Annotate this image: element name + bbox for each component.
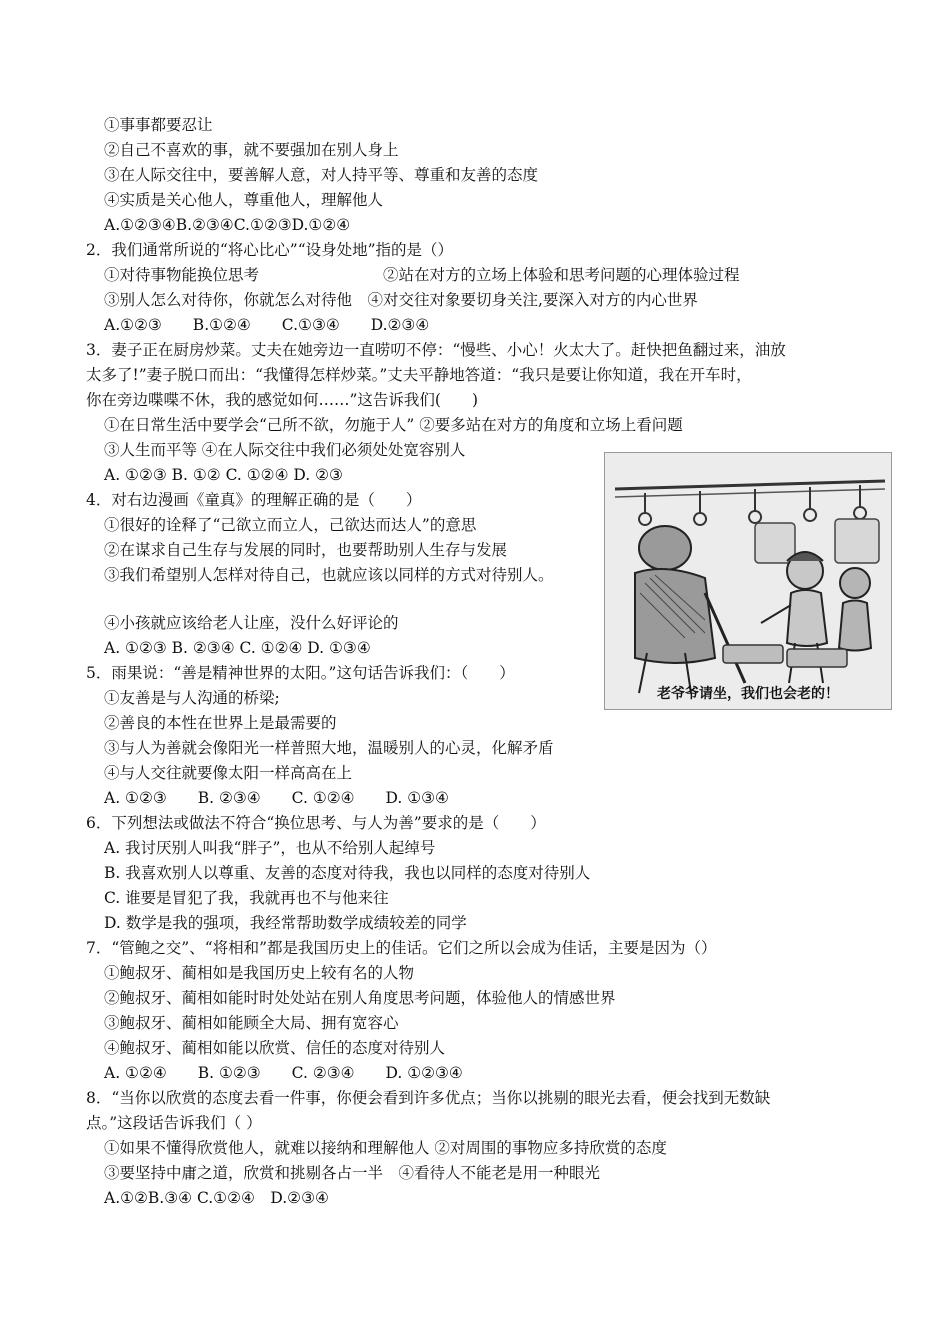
text-line: A.①②③④B.②③④C.①②③D.①②④	[104, 216, 351, 234]
question-stem: 3．妻子正在厨房炒菜。丈夫在她旁边一直唠叨不停：“慢些、小心！火太大了。赶快把鱼翻过来，油放	[86, 341, 786, 359]
text-line: ③鲍叔牙、蔺相如能顾全大局、拥有宽容心	[104, 1014, 399, 1032]
text-line: ③人生而平等 ④在人际交往中我们必须处处宽容别人	[104, 441, 466, 459]
text-line: ③要坚持中庸之道，欣赏和挑剔各占一半 ④看待人不能老是用一种眼光	[104, 1164, 601, 1182]
text-line: ①友善是与人沟通的桥梁;	[104, 689, 280, 707]
question-stem: 8．“当你以欣赏的态度去看一件事，你便会看到许多优点；当你以挑剔的眼光去看，便会找到无数缺	[86, 1089, 771, 1107]
question-stem: 2．我们通常所说的“将心比心”“设身处地”指的是（）	[86, 241, 454, 259]
text-line: A.①②③ B.①②④ C.①③④ D.②③④	[104, 316, 430, 334]
text-line: ③在人际交往中，要善解人意，对人持平等、尊重和友善的态度	[104, 166, 539, 184]
text-line: ①很好的诠释了“己欲立而立人，己欲达而达人”的意思	[104, 516, 477, 534]
text-line: ①如果不懂得欣赏他人，就难以接纳和理解他人 ②对周围的事物应多持欣赏的态度	[104, 1139, 667, 1157]
text-line: A. ①②③ B. ②③④ C. ①②④ D. ①③④	[104, 789, 449, 807]
question-stem: 7．“管鲍之交”、“将相和”都是我国历史上的佳话。它们之所以会成为佳话，主要是因为（）	[86, 939, 717, 957]
text-line: ①在日常生活中要学会“己所不欲，勿施于人” ②要多站在对方的角度和立场上看问题	[104, 416, 683, 434]
text-line: ①对待事物能换位思考 ②站在对方的立场上体验和思考问题的心理体验过程	[104, 266, 740, 284]
text-line: ③我们希望别人怎样对待自己，也就应该以同样的方式对待别人。	[104, 566, 554, 584]
text-line: A. ①②④ B. ①②③ C. ②③④ D. ①②③④	[104, 1064, 463, 1082]
text-line: D. 数学是我的强项，我经常帮助数学成绩较差的同学	[104, 914, 467, 932]
comic-illustration	[605, 453, 891, 709]
question-stem: 5．雨果说：“善是精神世界的太阳。”这句话告诉我们：（ ）	[86, 664, 515, 682]
text-line: 点。”这段话告诉我们（ ）	[86, 1114, 262, 1132]
text-line: A. ①②③ B. ②③④ C. ①②④ D. ①③④	[104, 639, 371, 657]
text-line: ②善良的本性在世界上是最需要的	[104, 714, 337, 732]
text-line: C. 谁要是冒犯了我，我就再也不与他来往	[104, 889, 389, 907]
text-line: ③别人怎么对待你，你就怎么对待他 ④对交往对象要切身关注,要深入对方的内心世界	[104, 291, 698, 309]
text-line: ①事事都要忍让	[104, 116, 213, 134]
question-stem: 4．对右边漫画《童真》的理解正确的是（ ）	[86, 491, 422, 509]
text-line: A. 我讨厌别人叫我“胖子”，也从不给别人起绰号	[104, 839, 436, 857]
question-stem: 6．下列想法或做法不符合“换位思考、与人为善”要求的是（ ）	[86, 814, 546, 832]
text-line: ②鲍叔牙、蔺相如能时时处处站在别人角度思考问题，体验他人的情感世界	[104, 989, 616, 1007]
text-line: A. ①②③ B. ①② C. ①②④ D. ②③	[104, 466, 343, 484]
text-line: ④与人交往就要像太阳一样高高在上	[104, 764, 353, 782]
text-line: ②在谋求自己生存与发展的同时，也要帮助别人生存与发展	[104, 541, 508, 559]
text-line: ③与人为善就会像阳光一样普照大地，温暖别人的心灵，化解矛盾	[104, 739, 554, 757]
text-line: A.①②B.③④ C.①②④ D.②③④	[104, 1189, 329, 1207]
text-line: ④实质是关心他人，尊重他人，理解他人	[104, 191, 384, 209]
comic-image	[604, 452, 892, 710]
text-line: ②自己不喜欢的事，就不要强加在别人身上	[104, 141, 399, 159]
text-line: ④鲍叔牙、蔺相如能以欣赏、信任的态度对待别人	[104, 1039, 446, 1057]
text-line: ④小孩就应该给老人让座，没什么好评论的	[104, 614, 399, 632]
text-line: ①鲍叔牙、蔺相如是我国历史上较有名的人物	[104, 964, 415, 982]
comic-caption: 老爷爷请坐，我们也会老的！	[657, 686, 839, 702]
text-line: 太多了!”妻子脱口而出：“我懂得怎样炒菜。”丈夫平静地答道：“我只是要让你知道，我在开车时，	[86, 366, 752, 384]
text-line: B. 我喜欢别人以尊重、友善的态度对待我，我也以同样的态度对待别人	[104, 864, 591, 882]
text-line: 你在旁边喋喋不休，我的感觉如何……”这告诉我们( )	[86, 391, 479, 409]
